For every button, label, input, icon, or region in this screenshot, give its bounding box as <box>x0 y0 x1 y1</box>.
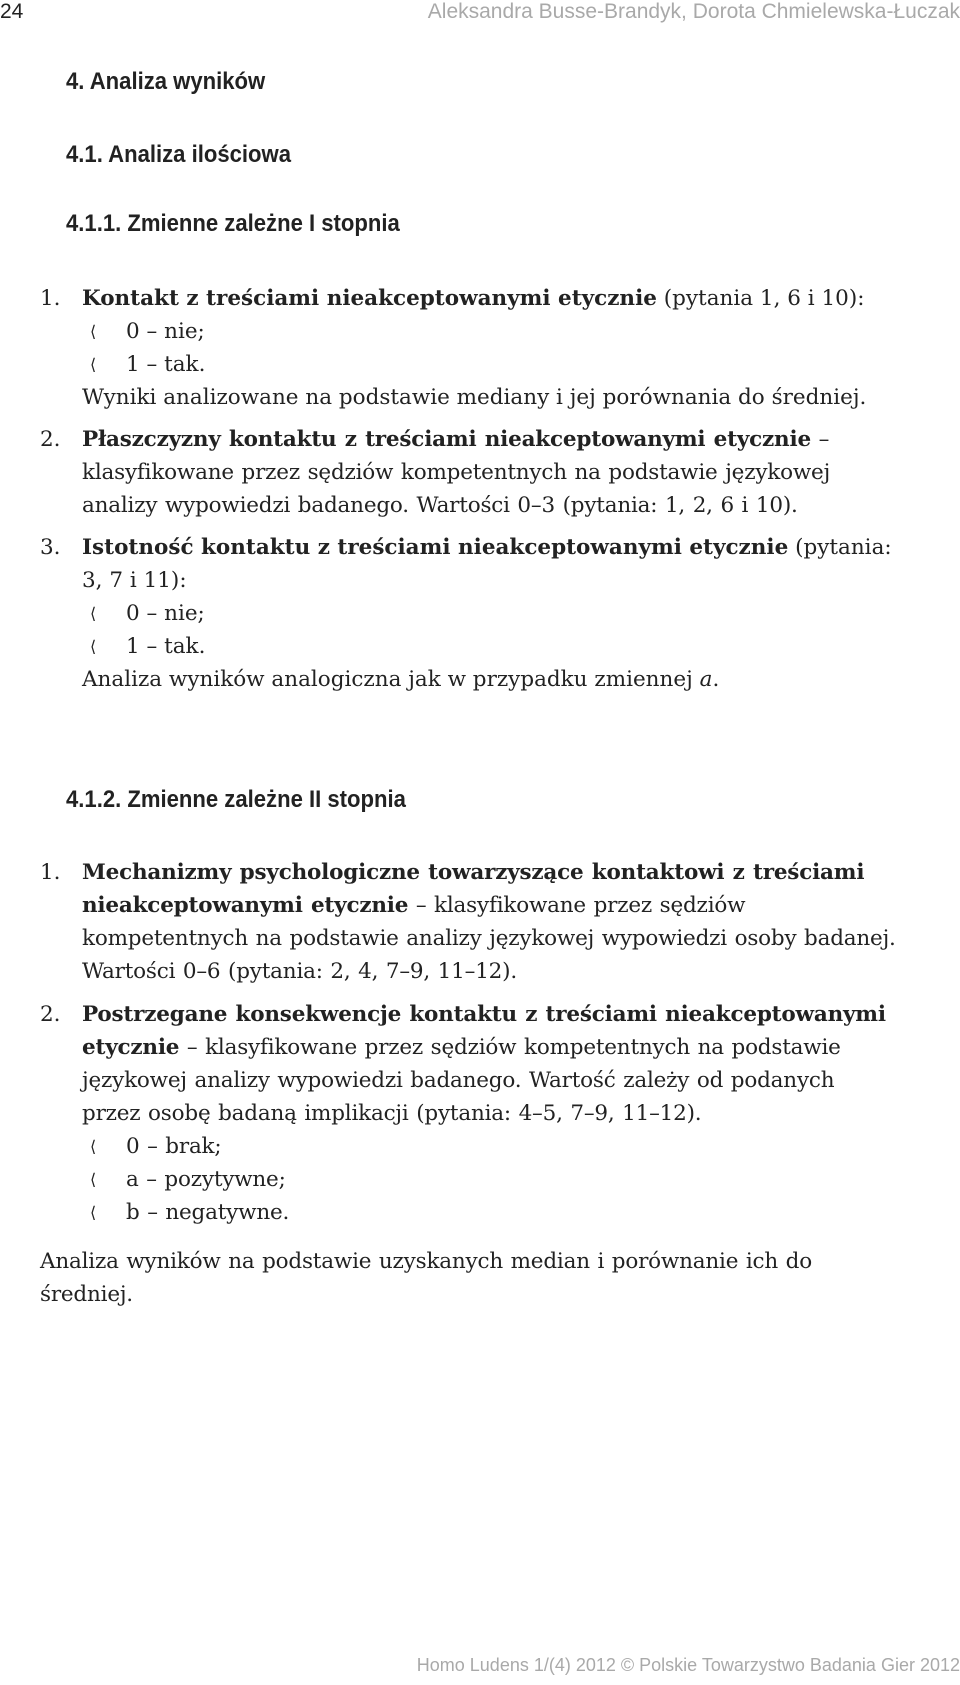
item-title: Płaszczyzny kontaktu z treściami nieakceptowanymi etycznie <box>82 427 811 452</box>
variable-item-5 <box>40 998 900 1229</box>
heading-analiza-ilosciowa: 4.1. Analiza ilościowa <box>66 141 291 168</box>
list-item: ⟨ 1 – tak. <box>82 348 900 381</box>
variable-item-4 <box>40 856 900 988</box>
item-number: 2. <box>40 1002 61 1027</box>
left-pointing-angle-icon: ⟨ <box>90 637 97 656</box>
left-pointing-angle-icon: ⟨ <box>90 355 97 374</box>
item-note: Analiza wyników analogiczna jak w przypadku zmiennej a. <box>82 667 720 692</box>
variable-item-3 <box>40 531 900 696</box>
left-pointing-angle-icon: ⟨ <box>90 1203 97 1222</box>
item-text: – klasyfikowane przez sędziów kompetentnych na podstawie językowej analizy wypowiedzi badanego. Wartość zależy od podanych przez osobę badaną implikacji (pytania: 4–5, 7–9, 11–12). <box>82 1035 841 1126</box>
heading-zmienne-i-stopnia: 4.1.1. Zmienne zależne I stopnia <box>66 210 400 237</box>
heading-zmienne-ii-stopnia: 4.1.2. Zmienne zależne II stopnia <box>66 786 406 813</box>
item-number: 3. <box>40 535 61 560</box>
list-item: ⟨ 1 – tak. <box>82 630 900 663</box>
running-head: Aleksandra Busse-Brandyk, Dorota Chmielewska-Łuczak <box>427 0 960 23</box>
list-item: ⟨ 0 – nie; <box>82 597 900 630</box>
item-text: – klasyfikowane przez sędziów kompetentnych na podstawie językowej analizy wypowiedzi badanego. Wartości 0–3 (pytania: 1, 2, 6 i 10). <box>82 427 831 518</box>
variable-item-2 <box>40 423 900 522</box>
item-title: Kontakt z treściami nieakceptowanymi etycznie <box>82 286 657 311</box>
left-pointing-angle-icon: ⟨ <box>90 1137 97 1156</box>
closing-paragraph: Analiza wyników na podstawie uzyskanych median i porównanie ich do średniej. <box>40 1249 812 1307</box>
item-text: (pytania 1, 6 i 10): <box>656 286 865 311</box>
list-item: ⟨ b – negatywne. <box>82 1196 900 1229</box>
item-title: Mechanizmy psychologiczne towarzyszące kontaktowi z treściami nieakceptowanymi etycznie <box>82 860 865 918</box>
list-item: ⟨ 0 – nie; <box>82 315 900 348</box>
variable-item-1 <box>40 282 900 414</box>
item-title: Postrzegane konsekwencje kontaktu z treściami nieakceptowanymi etycznie <box>82 1002 886 1060</box>
heading-analiza-wynikow: 4. Analiza wyników <box>66 68 266 95</box>
item-number: 2. <box>40 427 61 452</box>
page-number: 24 <box>0 0 24 23</box>
left-pointing-angle-icon: ⟨ <box>90 1170 97 1189</box>
left-pointing-angle-icon: ⟨ <box>90 604 97 623</box>
item-text: – klasyfikowane przez sędziów kompetentnych na podstawie analizy językowej wypowiedzi osoby badanej. Wartości 0–6 (pytania: 2, 4, 7–9, 11–12). <box>82 893 896 984</box>
item-title: Istotność kontaktu z treściami nieakceptowanymi etycznie <box>82 535 789 560</box>
item-text: (pytania: 3, 7 i 11): <box>82 535 892 593</box>
item-note: Wyniki analizowane na podstawie mediany i jej porównania do średniej. <box>82 385 867 410</box>
item-number: 1. <box>40 860 61 885</box>
footer-credit: Homo Ludens 1/(4) 2012 © Polskie Towarzystwo Badania Gier 2012 <box>416 1655 960 1675</box>
left-pointing-angle-icon: ⟨ <box>90 322 97 341</box>
item-number: 1. <box>40 286 61 311</box>
list-item: ⟨ a – pozytywne; <box>82 1163 900 1196</box>
list-item: ⟨ 0 – brak; <box>82 1130 900 1163</box>
